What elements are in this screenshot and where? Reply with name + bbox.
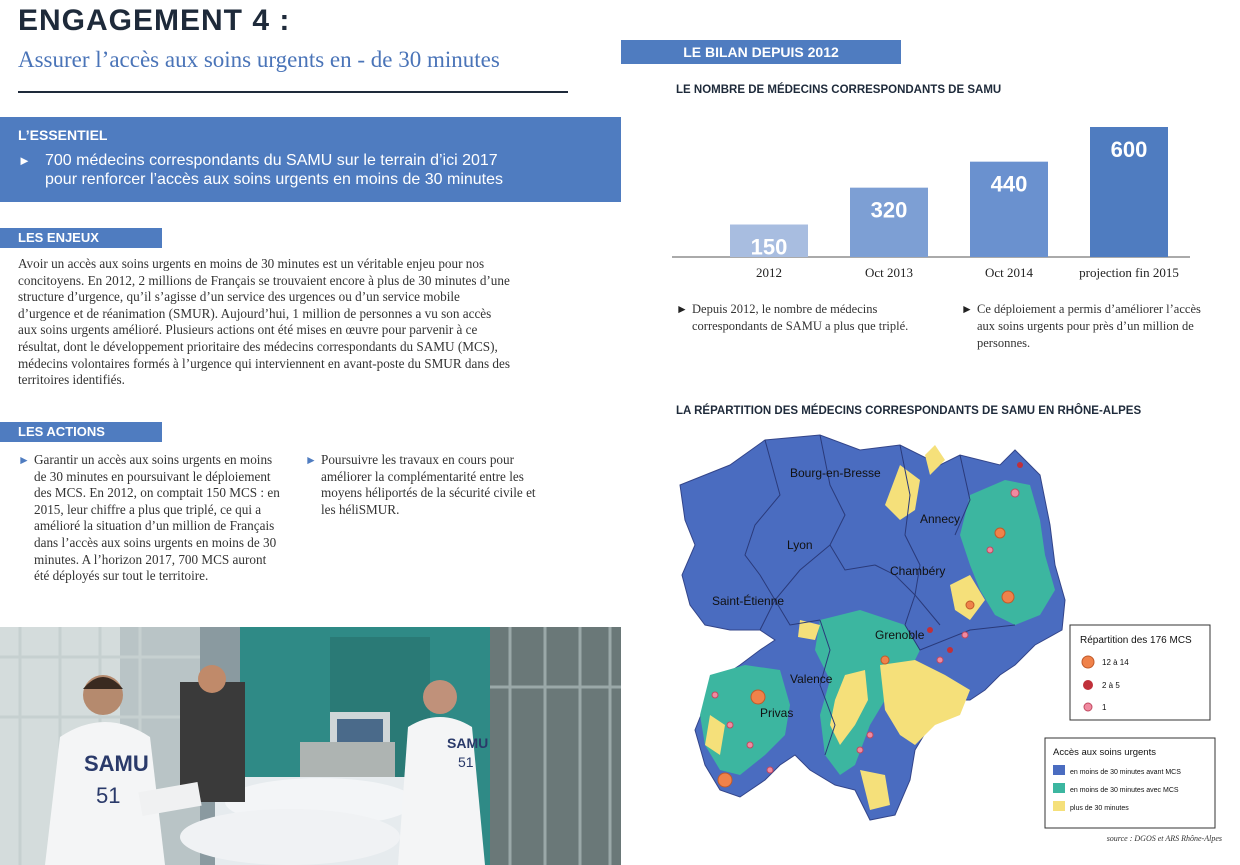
map-title: LA RÉPARTITION DES MÉDECINS CORRESPONDANTS DE SAMU EN RHÔNE-ALPES xyxy=(676,405,1142,417)
bilan-note-2 xyxy=(961,301,1216,352)
legend-mcs-title: Répartition des 176 MCS xyxy=(1080,635,1192,646)
mcs-bar-chart xyxy=(660,110,1200,290)
bar-value-label-2: 440 xyxy=(990,171,1028,197)
legend-access xyxy=(1045,738,1215,828)
actions-heading: LES ACTIONS xyxy=(0,422,162,442)
source-note: source : DGOS et ARS Rhône-Alpes xyxy=(1106,834,1222,843)
essentiel-line-1: 700 médecins correspondants du SAMU sur le terrain d’ici 2017 xyxy=(45,152,498,169)
bar-category-label-2: Oct 2014 xyxy=(984,265,1034,280)
arrow-bullet-icon: ► xyxy=(18,453,30,467)
bilan-note-1 xyxy=(676,301,946,335)
essentiel-box xyxy=(0,117,621,202)
bar-category-label-0: 2012 xyxy=(756,265,782,280)
page-subtitle: Assurer l’accès aux soins urgents en - de 30 minutes xyxy=(18,47,500,72)
bilan-note-2-text: Ce déploiement a permis d’améliorer l’accès aux soins urgents pour près d’un million de personnes. xyxy=(977,302,1201,350)
action-item-2 xyxy=(305,452,537,518)
legend-mcs-small: 1 xyxy=(1102,703,1107,712)
city-label-bourg-en-bresse: Bourg-en-Bresse xyxy=(790,466,881,480)
essentiel-line-2: pour renforcer l’accès aux soins urgents en moins de 30 minutes xyxy=(45,171,504,188)
enjeux-paragraph: Avoir un accès aux soins urgents en moins de 30 minutes est un véritable enjeu pour nos concitoyens. En 2012, 2 millions de Français se trouvaient encore à plus de 30 minutes d’une structure d’urgence, qu’il s’agisse d’un service des urgences ou d’un service mobile d’urgence et de réanimation (SMUR). Aujourd’hui, 1 million de personnes a vu son accès aux soins urgents amélioré. Plusieurs actions ont été mises en œuvre pour parvenir à ce résultat, dont le développement prioritaire des médecins correspondants du SAMU (MCS), médecins volontaires formés à l’urgence qui interviennent en avant-poste du SMUR dans des territoires identifiés. xyxy=(18,256,510,388)
legend-mcs xyxy=(1070,625,1210,720)
city-label-privas: Privas xyxy=(760,706,794,720)
action-item-1-text: Garantir un accès aux soins urgents en moins de 30 minutes en poursuivant le déploiement des MCS. En 2012, on comptait 150 MCS : en 2015, leur chiffre a plus que triplé, ce qui a amélioré la situation d’un million de Français dans l’accès aux soins urgents en moins de 30 minutes. A l’horizon 2017, 700 MCS auront été déployés sur tout le territoire. xyxy=(34,452,280,584)
arrow-bullet-icon: ► xyxy=(305,453,317,467)
enjeux-heading: LES ENJEUX xyxy=(0,228,162,248)
legend-mcs-large: 12 à 14 xyxy=(1102,658,1129,667)
bilan-heading: LE BILAN DEPUIS 2012 xyxy=(621,40,901,64)
arrow-bullet-icon: ► xyxy=(18,153,31,168)
essentiel-text xyxy=(18,151,578,189)
jacket-samu-label-2: SAMU xyxy=(447,735,489,751)
samu-photo xyxy=(0,627,621,865)
city-label-annecy: Annecy xyxy=(920,512,961,526)
action-item-1 xyxy=(18,452,280,585)
city-label-valence: Valence xyxy=(790,672,833,686)
chart-title: LE NOMBRE DE MÉDECINS CORRESPONDANTS DE SAMU xyxy=(676,84,1002,96)
city-label-grenoble: Grenoble xyxy=(875,628,925,642)
bar-value-label-3: 600 xyxy=(1110,137,1148,162)
legend-access-title: Accès aux soins urgents xyxy=(1053,747,1156,758)
legend-access-over: plus de 30 minutes xyxy=(1070,805,1129,812)
legend-access-with: en moins de 30 minutes avec MCS xyxy=(1070,787,1179,794)
page-title: ENGAGEMENT 4 : xyxy=(18,4,291,37)
city-label-saint-etienne: Saint-Étienne xyxy=(712,594,785,608)
bar-value-label-1: 320 xyxy=(870,197,908,223)
bar-category-label-1: Oct 2013 xyxy=(864,265,914,280)
legend-access-before: en moins de 30 minutes avant MCS xyxy=(1070,769,1181,776)
legend-mcs-mid: 2 à 5 xyxy=(1102,681,1120,690)
action-item-2-text: Poursuivre les travaux en cours pour améliorer la complémentarité entre les moyens héliportés de la sécurité civile et les héliSMUR. xyxy=(321,452,536,517)
title-divider xyxy=(18,91,568,93)
bilan-note-1-text: Depuis 2012, le nombre de médecins correspondants de SAMU a plus que triplé. xyxy=(692,302,909,333)
arrow-bullet-icon: ► xyxy=(676,302,688,316)
jacket-samu-label-1: SAMU xyxy=(84,751,149,776)
essentiel-heading: L’ESSENTIEL xyxy=(18,127,108,143)
jacket-number-2: 51 xyxy=(458,754,474,770)
rhone-alpes-map xyxy=(670,425,1230,830)
bar-value-label-0: 150 xyxy=(750,234,788,260)
arrow-bullet-icon: ► xyxy=(961,302,973,316)
bar-category-label-3: projection fin 2015 xyxy=(1079,265,1179,280)
jacket-number-1: 51 xyxy=(96,783,121,808)
city-label-lyon: Lyon xyxy=(787,538,813,552)
city-label-chambery: Chambéry xyxy=(890,564,946,578)
